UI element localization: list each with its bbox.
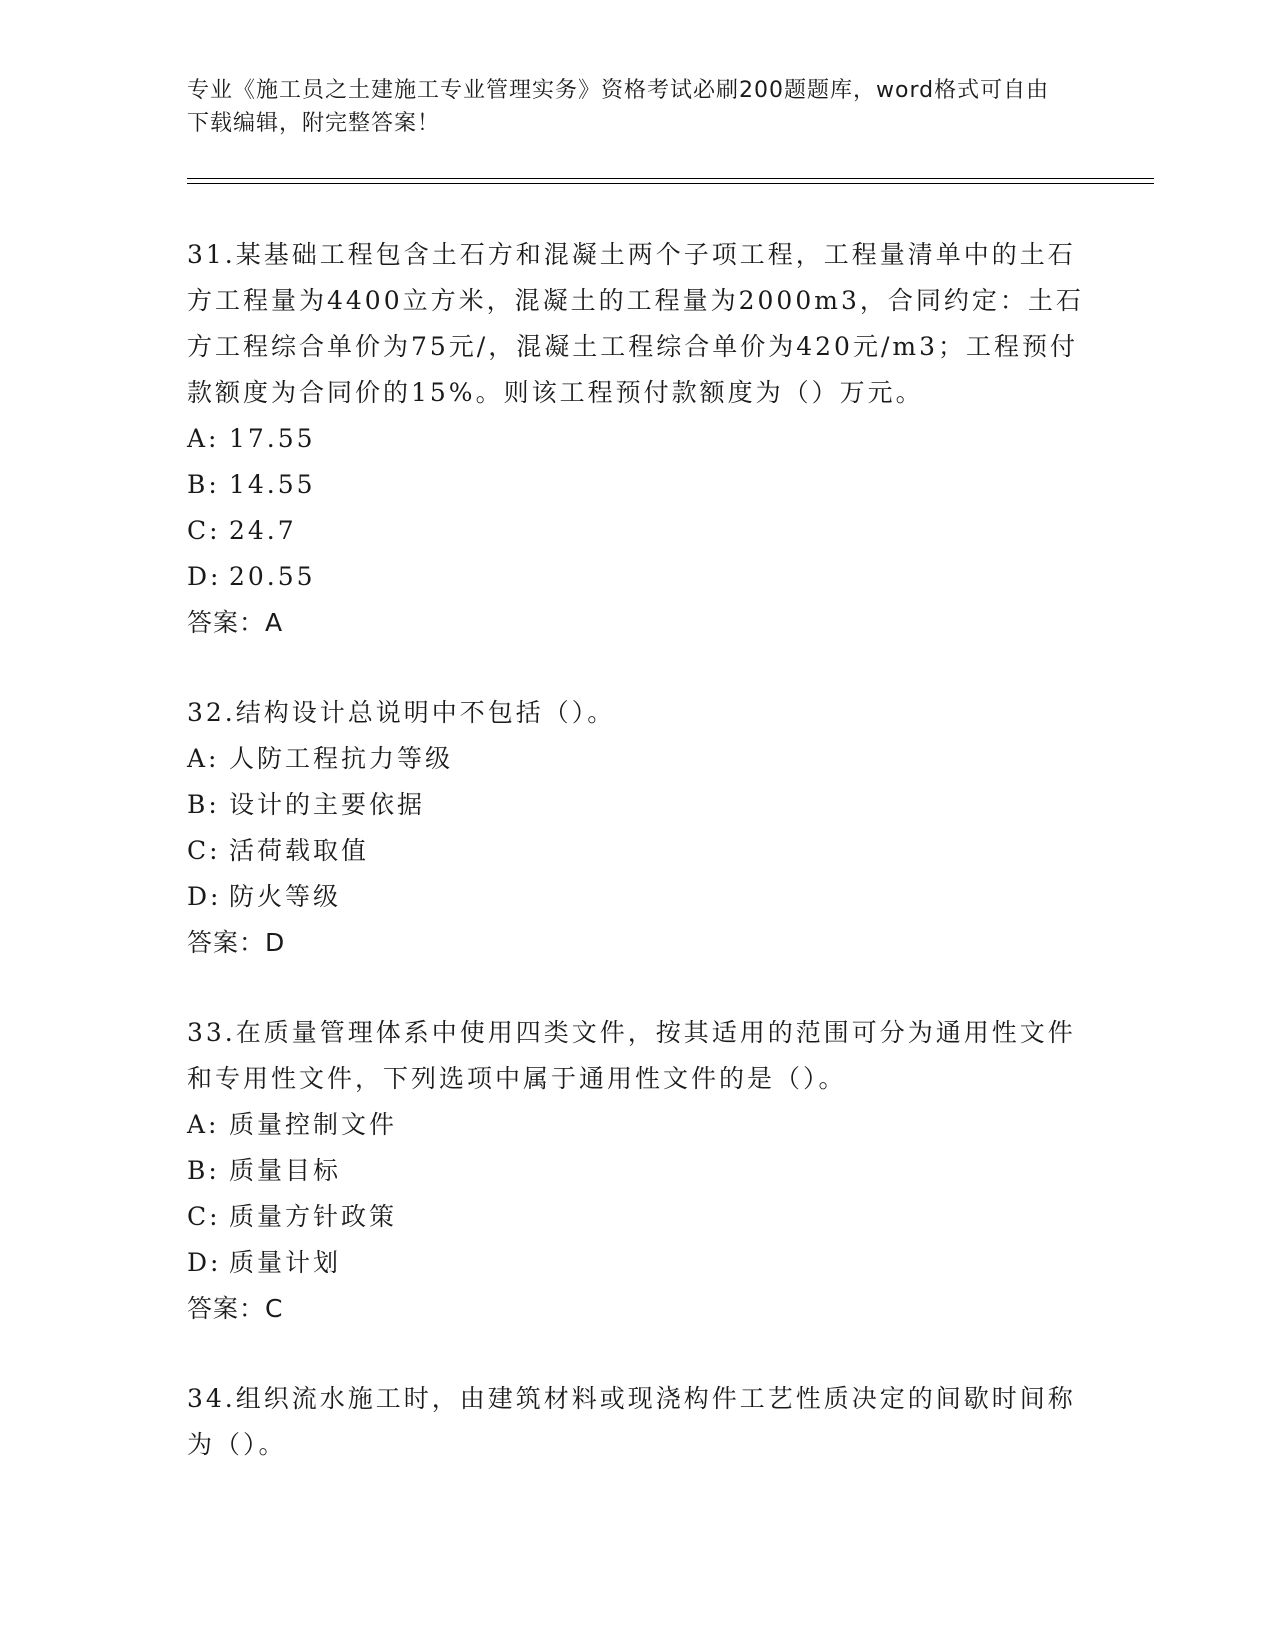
option-text: 17.55	[229, 424, 316, 453]
option-letter: A:	[187, 744, 220, 773]
option-letter: D:	[187, 562, 222, 591]
question-stem: 34.组织流水施工时，由建筑材料或现浇构件工艺性质决定的间歇时间称为（）。	[187, 1384, 1076, 1459]
question-32	[187, 690, 1087, 966]
option-letter: D:	[187, 1248, 222, 1277]
question-stem: 32.结构设计总说明中不包括（）。	[187, 698, 616, 727]
option-a	[187, 416, 1087, 462]
option-letter: D:	[187, 882, 222, 911]
option-letter: B:	[187, 790, 220, 819]
option-b	[187, 462, 1087, 508]
option-text: 质量方针政策	[229, 1202, 398, 1231]
answer-label: 答案：D	[187, 928, 286, 957]
header-divider-bottom	[187, 183, 1154, 184]
option-text: 设计的主要依据	[229, 790, 426, 819]
option-d	[187, 874, 1087, 920]
header-divider-top	[187, 178, 1154, 179]
option-letter: C:	[187, 1202, 221, 1231]
option-c	[187, 508, 1087, 554]
option-text: 人防工程抗力等级	[229, 744, 454, 773]
option-a	[187, 736, 1087, 782]
option-d	[187, 554, 1087, 600]
option-c	[187, 1194, 1087, 1240]
question-list	[187, 232, 1087, 1512]
option-c	[187, 828, 1087, 874]
option-text: 质量目标	[229, 1156, 342, 1185]
option-text: 24.7	[229, 516, 297, 545]
answer-label: 答案：C	[187, 1294, 284, 1323]
option-b	[187, 782, 1087, 828]
option-letter: B:	[187, 470, 220, 499]
question-34	[187, 1376, 1087, 1468]
question-31	[187, 232, 1087, 646]
question-33	[187, 1010, 1087, 1332]
option-b	[187, 1148, 1087, 1194]
option-text: 质量控制文件	[229, 1110, 398, 1139]
option-letter: C:	[187, 516, 221, 545]
question-stem: 33.在质量管理体系中使用四类文件，按其适用的范围可分为通用性文件和专用性文件，下列选项中属于通用性文件的是（）。	[187, 1018, 1076, 1093]
option-letter: A:	[187, 424, 220, 453]
option-text: 活荷载取值	[229, 836, 370, 865]
answer-label: 答案：A	[187, 608, 284, 637]
question-stem: 31.某基础工程包含土石方和混凝土两个子项工程，工程量清单中的土石方工程量为4400立方米，混凝土的工程量为2000m3，合同约定：土石方工程综合单价为75元/，混凝土工程综合单价为420元/m3；工程预付款额度为合同价的15%。则该工程预付款额度为（）万元。	[187, 240, 1084, 407]
option-text: 14.55	[229, 470, 316, 499]
option-letter: C:	[187, 836, 221, 865]
option-a	[187, 1102, 1087, 1148]
option-letter: B:	[187, 1156, 220, 1185]
option-text: 质量计划	[229, 1248, 342, 1277]
option-text: 20.55	[229, 562, 316, 591]
option-text: 防火等级	[229, 882, 342, 911]
option-letter: A:	[187, 1110, 220, 1139]
option-d	[187, 1240, 1087, 1286]
document-header: 专业《施工员之土建施工专业管理实务》资格考试必刷200题题库，word格式可自由下载编辑，附完整答案！	[187, 78, 1050, 136]
